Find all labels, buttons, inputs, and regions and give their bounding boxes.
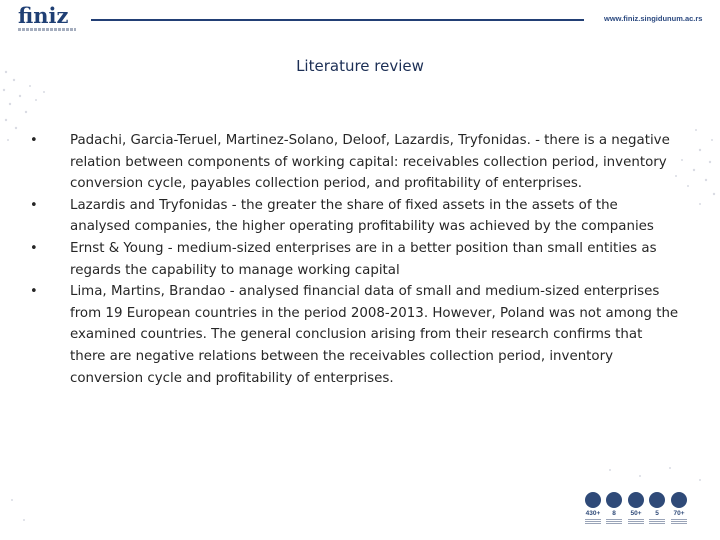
stat-caption — [585, 519, 601, 524]
stat-caption — [628, 519, 644, 524]
globe-icon-circle — [649, 492, 665, 508]
stat-value: 50+ — [630, 510, 642, 517]
bullet-item — [30, 195, 680, 238]
bullet-text: Padachi, Garcia-Teruel, Martinez-Solano, Deloof, Lazardis, Tryfonidas. - there is a negative relation between components of working capital: receivables collection period, inventory conversion cycle, payables collection period, and profitability of enterprises. — [70, 133, 670, 192]
people-icon — [605, 492, 623, 528]
slide-title: Literature review — [296, 57, 424, 75]
stat-value: 8 — [612, 510, 616, 517]
stat-caption — [671, 519, 687, 524]
stat-caption — [606, 519, 622, 524]
book-icon — [627, 492, 645, 528]
building-icon-circle — [671, 492, 687, 508]
stat-value: 430+ — [585, 510, 601, 517]
people-icon-circle — [606, 492, 622, 508]
stat-value: 5 — [655, 510, 659, 517]
bullet-marker: • — [30, 284, 38, 300]
stat-value: 70+ — [673, 510, 685, 517]
bullet-text: Ernst & Young - medium-sized enterprises are in a better position than small entities as regards the capability to manage working capital — [70, 240, 657, 278]
graduate-icon-circle — [585, 492, 601, 508]
stat-caption — [649, 519, 665, 524]
finiz-logo — [18, 3, 80, 32]
logo-wordmark: finiz — [18, 3, 69, 28]
bullet-marker: • — [30, 197, 38, 213]
globe-icon — [648, 492, 666, 528]
building-icon — [670, 492, 688, 528]
bullet-item — [30, 281, 680, 389]
bullet-text: Lazardis and Tryfonidas - the greater the share of fixed assets in the assets of the analysed companies, the higher operating profitability was achieved by the companies — [70, 197, 654, 235]
header-divider — [91, 19, 584, 21]
book-icon-circle — [628, 492, 644, 508]
bullet-list — [30, 130, 680, 389]
footer-stats — [584, 492, 688, 528]
header-url: www.finiz.singidunum.ac.rs — [604, 14, 703, 23]
bullet-item — [30, 130, 680, 195]
bullet-marker: • — [30, 133, 38, 148]
logo-tagline — [18, 28, 76, 31]
bullet-marker: • — [30, 240, 38, 256]
graduate-icon — [584, 492, 602, 528]
slide-header — [0, 0, 720, 40]
bullet-text: Lima, Martins, Brandao - analysed financial data of small and medium-sized enterprises from 19 European countries in the period 2008-2013. However, Poland was not among the examined countries. The general conclusion arising from their research confirms that there are negative relations between the receivables collection period, inventory conversion cycle and profitability of enterprises. — [70, 284, 679, 386]
bullet-item — [30, 238, 680, 281]
